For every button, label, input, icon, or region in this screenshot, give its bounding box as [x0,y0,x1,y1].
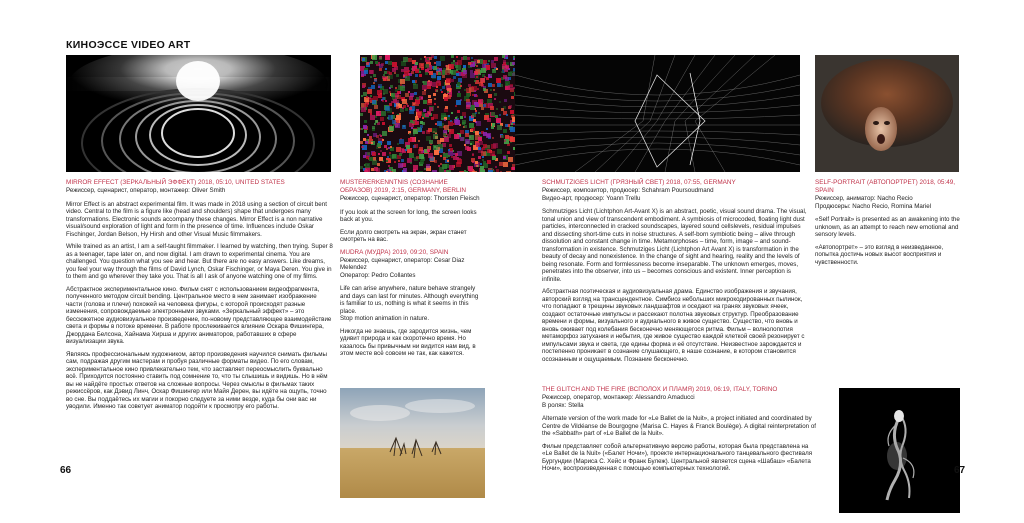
column-schmutziges-licht [542,179,807,368]
film-credit: В ролях: Stella [542,401,584,409]
paragraph: While trained as an artist, I am a self-taught filmmaker. I learned by watching, then trying. Super 8 as a teenager, tape later on, and now digital. I am drawn to experimental cinema. You are challenged. You question what you see and hear. But there are no easy answers. Like dreams, you feel your way through the films of David Lynch, Oskar Fischinger, or Maya Deren. You give in to them and go wherever they take you. That is all I ask of anyone watching one of my films. [66,243,333,281]
paragraph: Фильм представляет собой альтернативную версию работы, которая была представлена на «Le Ballet de la Nuit» («Балет Ночи»), проекте интернационального танцевального фестиваля Бургундии (Мариса С. Хейс и Франк Булеж). Центральной является сцена «Шабаш» «Балета Ночи», воспроизведенная с помощью компьютерных технологий. [542,442,813,473]
film-credit: Видео-арт, продюсер: Yoann Trellu [542,194,641,202]
paragraph: Stop motion animation in nature. [340,315,430,323]
paragraph: If you look at the screen for long, the screen looks back at you. [340,208,477,224]
self-portrait-image [815,55,959,172]
section-title: КИНОЭССЕ VIDEO ART [66,39,191,51]
column-glitch-and-fire [542,386,820,478]
paragraph: Alternate version of the work made for «Le Ballet de la Nuit», a project initiated and coordinated by Centre de Vildéanse de Bourgogne (Marisa C. Hayes & Franck Boulège). A digital reinterpretation of the «Sabbath» part of «Le Ballet de la Nuit». [542,415,817,438]
paragraph: «Автопортрет» – это взгляд в неизведанное, попытка достичь новых высот восприятия и чувственности. [815,243,944,266]
film-title: MUDRA (МУДРА) 2019, 09:20, SPAIN [340,248,449,256]
film-title: SELF-PORTRAIT (АВТОПОРТРЕТ) 2018, 05:49, SPAIN [815,179,956,194]
glitch-fire-image [839,388,960,513]
film-credit: Режиссер, сценарист, оператор: Thorsten Fleisch [340,195,480,202]
paragraph: Schmutziges Licht (Lichtphon Art-Avant X) is an abstract, poetic, visual sound drama. The visual, tonal union and view of transcendent embodiment. A symbiosis of microcoded, floating light dust particles, interconnected in cracked soundscapes, layered sound cellslevels, residual impulses and dissecting short-time cuts in noise structures. A self-born symbiotic being – alive through dissolution and constant change in time. Metamorphoses – time, form, image – and sound-transformation in existence. Schmutziges Licht (Lichtphon Art Avant X) is transformation in the beauty of decay and nonexistence. In the change of sight and hearing, reality and the levels of being resonate. Form and formlessness become inseparable. The unknown emerges, moves, penetrates into the observer, into us – becomes conscious and existent. Inner perception is infinite. [542,208,807,283]
mirror-effect-image [66,55,331,172]
musterkenntnis-image [360,55,515,172]
paragraph: Абстрактная поэтическая и аудиовизуальная драма. Единство изображения и звучания, авторский взгляд на трансцендентное. Симбиоз небольших микрокодированных пылинок, что попадают в трещины звуковых ландшафтов и оседают на гранях звуковых ячеек, создают остаточные импульсы и рассекают полотна звуковых структур. Преобразование времени и формы, визуального и аудиального в живое существо. Существо, что вновь и вновь оживает под колебания бесконечно меняющегося ритма. Фильм – волнолопотия метаморфоз затухания и небытия, где живое существо каждой клеткой своей резонирует с импульсами звука и света, где едины форма и её отсутствие. Неизвестное зарождается и постепенно проникает в сознание слушающего, в наше сознание, в котором становится осознанным и ощущаемым. Познание бесконечно. [542,288,805,363]
column-self-portrait [815,179,960,271]
column-musterkenntnis [340,179,480,363]
film-credit: Продюсеры: Nacho Recio, Romina Mariel [815,202,932,210]
film-credit: Режиссер, аниматор: Nacho Recio [815,195,913,202]
film-credit: Режиссер, сценарист, оператор: Cesar Diaz Melendez [340,256,465,272]
film-credit: Режиссер, оператор, монтажер: Alessandro Amaducci [542,394,695,401]
film-title: SCHMUTZIGES LICHT (ГРЯЗНЫЙ СВЕТ) 2018, 07:55, GERMANY [542,179,736,186]
column-mirror-effect [66,179,334,416]
paragraph: Life can arise anywhere, nature behave strangely and days can last for minutes. Although everything is familiar to us, nothing is what it seems in this place. [340,285,479,315]
page-number-right: 67 [954,465,966,476]
paragraph: Являясь профессиональным художником, автор произведения научился снимать фильмы сам, подражая другим мастерам и пробуя различные форматы видео. По его словам, экспериментальное кино привлекательно тем, что заставляет переосмыслить буквально всё. Приходится постоянно ставить под сомнение то, что ты слышишь и видишь. Но в нём вы не найдёте простых ответов на сложные вопросы. Через смыслы в фильмах таких режиссёров, как Дэвид Линч, Оскар Фишингер или Майя Дерен, вы идёте на ощупь, точно во сне. Вы поддаётесь их магии и покорно следуете за ними везде, куда бы они вас ни уводили. Именно так советует аниматор подойти к просмотру его работы. [66,350,328,411]
mudra-field-image [340,388,485,498]
paragraph: «Self Portrait» is presented as an awakening into the unknown, as an attempt to reach new emotional and sensory levels. [815,216,960,239]
schmutziges-licht-image [515,55,800,172]
paragraph: Mirror Effect is an abstract experimental film. It was made in 2018 using a section of circuit bent video. Central to the film is a figure like (head and shoulders) shape that undergoes many transformations. Electronic sounds accompany these changes. Mirror Effect is a non narrative visual/sound exploration of light and form in the presence of time. Influences include Oskar Fischinger, Jordan Belson, Hy Hirsh and other Visual Music filmmakers. [66,200,327,238]
paragraph: Никогда не знаешь, где зародится жизнь, чем удивит природа и как скоротечно время. Но казалось бы привычным ни видится нам вид, в этом месте всё совсем не так, как кажется. [340,327,476,358]
paragraph: Абстрактное экспериментальное кино. Фильм снят с использованием видеофрагмента, полученного методом circuit bending. Центральное место в нем занимает изображение части (головa и плечи) похожей на человека фигуры, с которой происходят разные изменения, сопровождаемые электронными звуками. «Зеркальный эффект» – это бессюжетное аудиовизуальное произведение, по-новому представляющее взаимодействие света и формы в потоке времени. В работе прослеживается влияние Оскара Фишингера, Джордана Белсона, Хайнама Хирша и других аниматоров, работавших в сфере визуализации звука. [66,285,332,346]
film-credit: Режиссер, сценарист, оператор, монтажер: Oliver Smith [66,187,226,194]
film-title: MIRROR EFFECT (ЗЕРКАЛЬНЫЙ ЭФФЕКТ) 2018, 05:10, UNITED STATES [66,179,285,186]
paragraph: Если долго смотреть на экран, экран станет смотреть на вас. [340,228,467,244]
film-credit: Режиссер, композитор, продюсер: Schahram Poursoudmand [542,187,714,194]
film-credit: Оператор: Pedro Collantes [340,271,416,279]
page-number-left: 66 [60,465,72,476]
film-title: MUSTERERKENNTNIS (СОЗНАНИЕ ОБРАЗОВ) 2019, 2:15, GERMANY, BERLIN [340,179,466,194]
film-title: THE GLITCH AND THE FIRE (ВСПОЛОХ И ПЛАМЯ) 2019, 06:19, ITALY, TORINO [542,386,778,393]
